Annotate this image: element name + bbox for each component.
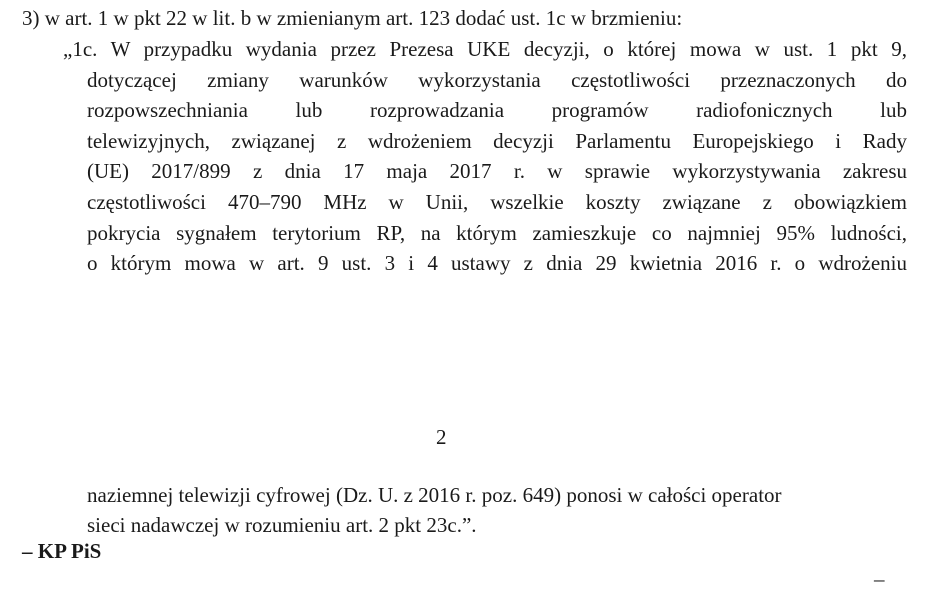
- quote-line: telewizyjnych, związanej z wdrożeniem decyzji Parlamentu Europejskiego i Rady: [87, 128, 907, 153]
- quote-line: pokrycia sygnałem terytorium RP, na którym zamieszkuje co najmniej 95% ludności,: [87, 220, 907, 245]
- page-number: 2: [436, 425, 447, 449]
- quote-line: (UE) 2017/899 z dnia 17 maja 2017 r. w sprawie wykorzystywania zakresu: [87, 159, 907, 184]
- continuation-paragraph: [87, 480, 782, 540]
- quote-line: o którym mowa w art. 9 ust. 3 i 4 ustawy z dnia 29 kwietnia 2016 r. o wdrożeniu: [87, 251, 907, 276]
- quote-line: częstotliwości 470–790 MHz w Unii, wszelkie koszty związane z obowiązkiem: [87, 189, 907, 214]
- author-signature: – KP PiS: [22, 539, 102, 563]
- continuation-line: naziemnej telewizji cyfrowej (Dz. U. z 2016 r. poz. 649) ponosi w całości operator: [87, 483, 782, 507]
- quote-line: rozpowszechniania lub rozprowadzania programów radiofonicznych lub: [87, 98, 907, 123]
- continuation-line: sieci nadawczej w rozumieniu art. 2 pkt 23c.”.: [87, 513, 477, 537]
- quote-line: dotyczącej zmiany warunków wykorzystania częstotliwości przeznaczonych do: [87, 67, 907, 92]
- quote-line: „1c. W przypadku wydania przez Prezesa UKE decyzji, o której mowa w ust. 1 pkt 9,: [63, 37, 907, 61]
- amendment-intro: 3) w art. 1 w pkt 22 w lit. b w zmienianym art. 123 dodać ust. 1c w brzmieniu:: [22, 6, 683, 30]
- quoted-paragraph: [63, 34, 907, 279]
- trailing-dash: –: [874, 567, 885, 591]
